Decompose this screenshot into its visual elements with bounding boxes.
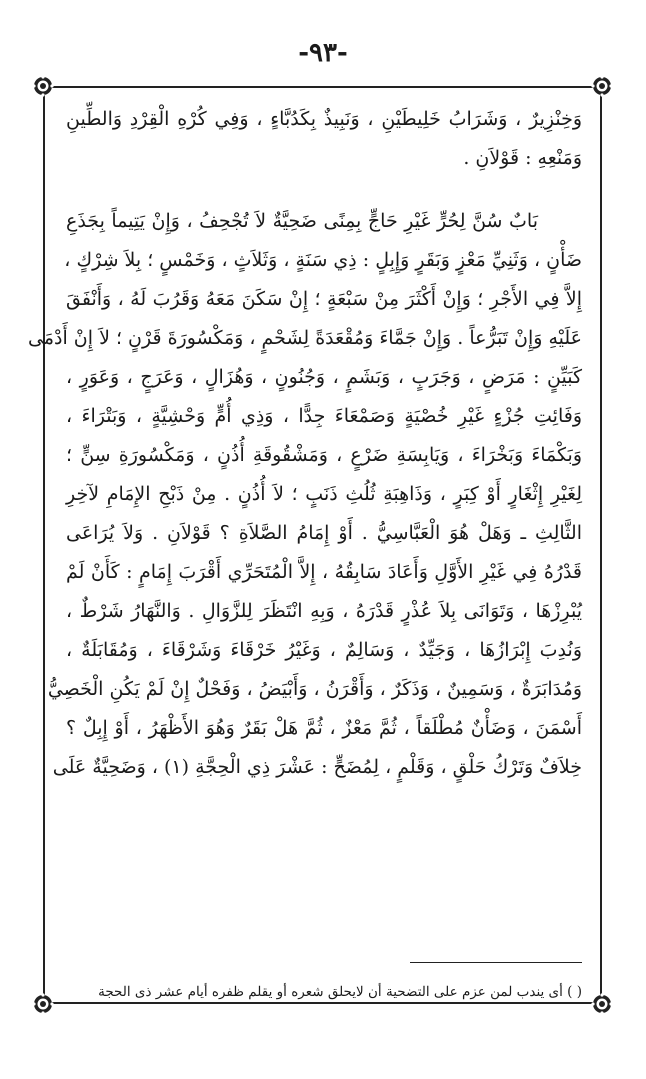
- footnote-divider: [410, 962, 582, 963]
- main-text: [28, 100, 582, 787]
- text-line: إِلاَّ فِي الأَجْرِ ؛ وَإِنْ أَكْثَرَ مِنْ سَبْعَةٍ ؛ إِنْ سَكَنَ مَعَهُ وَقَرُبَ لَهُ ، وَأَنْفَقَ: [66, 288, 582, 310]
- text-line: قَدْرُهُ فِي غَيْرِ الأَوَّلِ وَأَعَادَ سَابِقُهُ ، إِلاَّ الْمُتَحَرِّي أَقْرَبَ إِمَامٍ : كَأَنْ لَمْ: [66, 561, 582, 583]
- text-line: وَخِنْزِيرٌ ، وَشَرَابُ خَلِيطَيْنِ ، وَنَبِيذٌ بِكَدُبَّاءٍ ، وَفِي كُرْهِ الْقِرْدِ وَالطِّينِ: [66, 108, 582, 130]
- text-line: يُبْرِزْهَا ، وَتَوَانَى بِلاَ عُذْرٍ قَدْرَهُ ، وَبِهِ انْتَظَرَ لِلزَّوَالِ . وَالنَّهَارُ شَرْطٌ ،: [66, 600, 582, 622]
- text-line: بَابٌ سُنَّ لِحُرٍّ غَيْرِ حَاجٍّ بِمِنًى ضَحِيَّةٌ لاَ تُجْحِفُ ، وَإِنْ يَتِيماً بِجَذَعِ: [66, 210, 538, 232]
- text-line: وَفَائِتِ جُزْءٍ غَيْرِ خُصْيَةٍ وَصَمْعَاءَ جِدًّا ، وَذِي أُمٍّ وَحْشِيَّةٍ ، وَبَتْرَاءَ ،: [66, 405, 582, 427]
- text-line: خِلاَفٌ وَتَرْكُ حَلْقٍ ، وَقَلْمٍ ، لِمُضَحٍّ : عَشْرَ ذِي الْحِجَّةِ (١) ، وَضَحِيَّةٌ عَلَى: [52, 756, 582, 778]
- text-line: ضَأْنٍ ، وَثَنِيِّ مَعْزٍ وَبَقَرٍ وَإِبِلٍ : ذِي سَنَةٍ ، وَثَلاَثٍ ، وَخَمْسٍ ؛ بِلاَ شِرْكٍ ،: [64, 249, 582, 271]
- text-line: كَبَيِّنٍ : مَرَضٍ ، وَجَرَبٍ ، وَبَشَمٍ ، وَجُنُونٍ ، وَهُزَالٍ ، وَعَرَجٍ ، وَعَوَرٍ ،: [66, 366, 582, 388]
- text-line: وَمُدَابَرَةٌ ، وَسَمِينٌ ، وَذَكَرٌ ، وَأَقْرَنُ ، وَأَبْيَضُ ، وَفَحْلٌ إِنْ لَمْ يَكُنِ الْخَصِيُّ: [47, 678, 582, 700]
- text-line: الثَّالِثِ ـ وَهَلْ هُوَ الْعَبَّاسِيُّ . أَوْ إِمَامُ الصَّلاَةِ ؟ قَوْلاَنِ . وَلاَ يُرَاعَى: [66, 522, 582, 544]
- corner-ornament-icon: [32, 75, 54, 97]
- text-line: وَمَنْعِهِ : قَوْلاَنِ .: [463, 147, 582, 169]
- corner-ornament-icon: [591, 993, 613, 1015]
- text-line: لِغَيْرِ إِثْغَارٍ أَوْ كِبَرٍ ، وَذَاهِبَةِ ثُلُثِ ذَنَبٍ ؛ لاَ أُذُنٍ . مِنْ ذَبْحِ الإِمَامِ لآخِرِ: [66, 483, 582, 505]
- page-number: -٩٣-: [298, 38, 348, 68]
- footnote: ( ) أى يندب لمن عزم على التضحية أن لايحلق شعره أو يقلم ظفره أيام عشر ذى الحجة: [98, 984, 582, 1000]
- corner-ornament-icon: [591, 75, 613, 97]
- text-line: عَلَيْهِ وَإِنْ تَبَرُّعاً . وَإِنْ جَمَّاءَ وَمُقْعَدَةً لِشَحْمٍ ، وَمَكْسُورَةَ قَرْنٍ ؛ لاَ إِنْ أَدْمَى: [28, 327, 582, 349]
- corner-ornament-icon: [32, 993, 54, 1015]
- text-line: وَبَكْمَاءَ وَبَخْرَاءَ ، وَيَابِسَةِ ضَرْعٍ ، وَمَشْقُوقَةِ أُذُنٍ ، وَمَكْسُورَةِ سِنٍّ ؛: [66, 444, 582, 466]
- text-line: وَنُدِبَ إِبْرَازُهَا ، وَجَيِّدٌ ، وَسَالِمٌ ، وَغَيْرُ خَرْقَاءَ وَشَرْقَاءَ ، وَمُقَابَلَةٌ ،: [66, 639, 582, 661]
- text-line: أَسْمَنَ ، وَضَأْنٌ مُطْلَقاً ، ثُمَّ مَعْزٌ ، ثُمَّ هَلْ بَقَرٌ وَهُوَ الأَظْهَرُ ، أَوْ إِبِلٌ ؟: [66, 717, 582, 739]
